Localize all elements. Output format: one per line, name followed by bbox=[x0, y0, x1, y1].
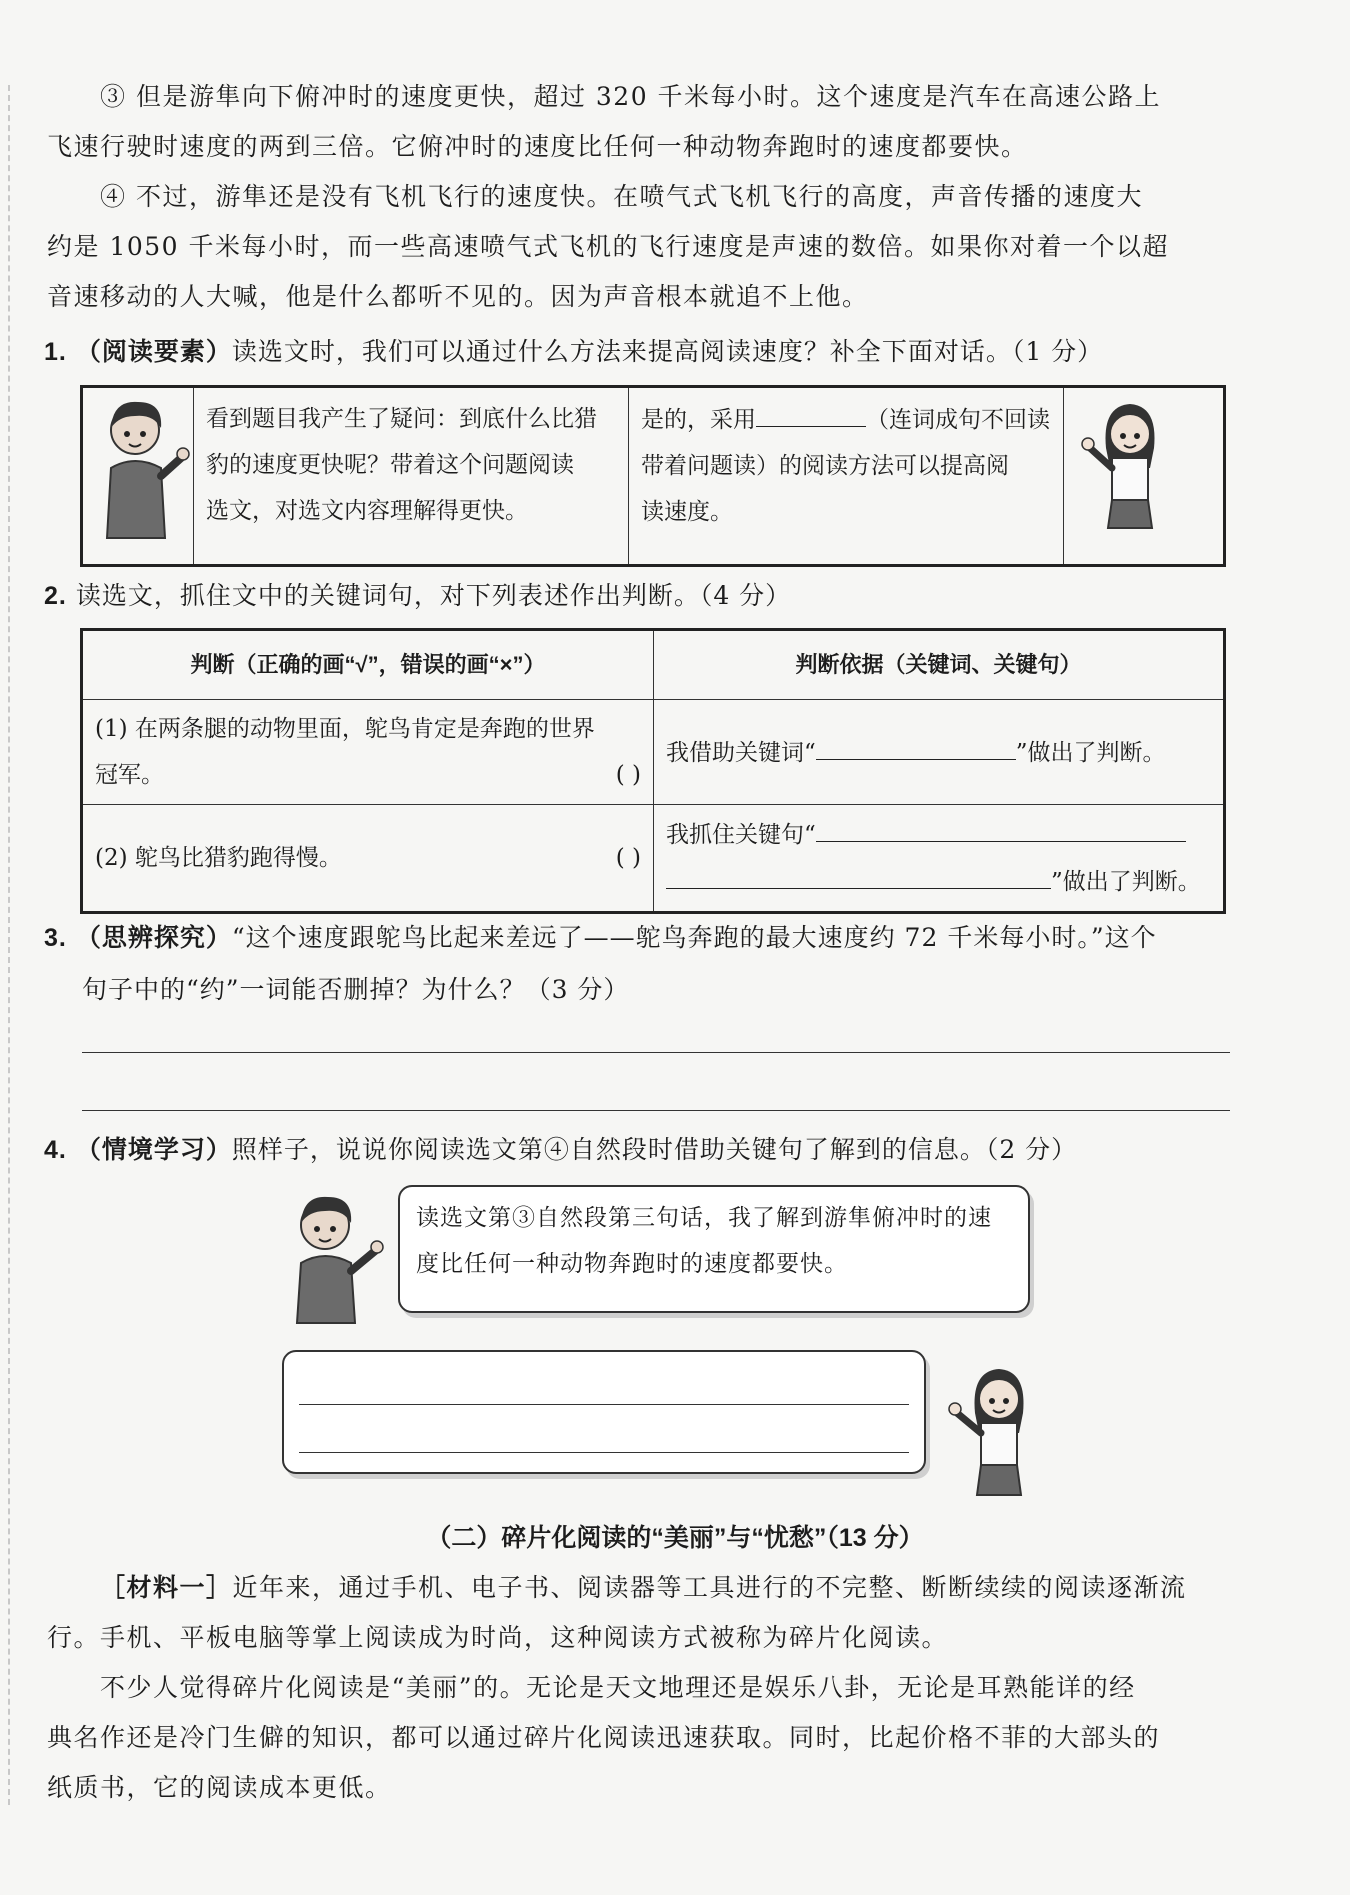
q4-example-line-1: 读选文第③自然段第三句话，我了解到游隼俯冲时的速 bbox=[416, 1205, 992, 1231]
girl-speech-cell bbox=[629, 387, 1064, 566]
q2-row2-sentence-blank-1[interactable] bbox=[816, 811, 1186, 842]
q1-number: 1. bbox=[44, 338, 67, 366]
q2-row2-left bbox=[82, 805, 654, 913]
passage-p4-line1: ④ 不过，游隼还是没有飞机飞行的速度快。在喷气式飞机飞行的高度，声音传播的速度大 bbox=[100, 182, 1143, 211]
passage-p3-line1: ③ 但是游隼向下俯冲时的速度更快，超过 320 千米每小时。这个速度是汽车在高速公路上 bbox=[100, 82, 1162, 111]
q2-judgment-table bbox=[80, 628, 1226, 914]
girl-figure-icon bbox=[1064, 388, 1189, 548]
material-1-line-1 bbox=[100, 1563, 1187, 1613]
material-2-line-1: 不少人觉得碎片化阅读是“美丽”的。无论是天文地理还是娱乐八卦，无论是耳熟能详的经 bbox=[100, 1673, 1136, 1702]
section-2-title: （二）碎片化阅读的“美丽”与“忧愁”（13 分） bbox=[426, 1524, 924, 1552]
q2-row2-basis-suffix: ”做出了判断。 bbox=[1051, 869, 1201, 895]
q4-tag: （情境学习） bbox=[75, 1135, 232, 1164]
material-2-line-3: 纸质书，它的阅读成本更低。 bbox=[47, 1773, 392, 1802]
girl-line-3: 读速度。 bbox=[641, 499, 733, 525]
question-4 bbox=[44, 1130, 1077, 1170]
q2-row1-text-1: (1) 在两条腿的动物里面，鸵鸟肯定是奔跑的世界 bbox=[95, 716, 595, 742]
q4-girl bbox=[935, 1355, 1055, 1509]
q4-text: 照样子，说说你阅读选文第④自然段时借助关键句了解到的信息。（2 分） bbox=[231, 1135, 1078, 1164]
passage-p4-line2: 约是 1050 千米每小时，而一些高速喷气式飞机的飞行速度是声速的数倍。如果你对着一个以超 bbox=[47, 232, 1170, 261]
material-1-text-1: 近年来，通过手机、电子书、阅读器等工具进行的不完整、断断续续的阅读逐渐流 bbox=[232, 1573, 1187, 1602]
q3-line-1: “这个速度跟鸵鸟比起来差远了——鸵鸟奔跑的最大速度约 72 千米每小时。”这个 bbox=[231, 923, 1157, 952]
q4-answer-line-2[interactable] bbox=[299, 1452, 909, 1453]
q1-text: 读选文时，我们可以通过什么方法来提高阅读速度？补全下面对话。（1 分） bbox=[231, 337, 1104, 366]
girl-figure-icon bbox=[935, 1355, 1055, 1505]
boy-line-1: 看到题目我产生了疑问：到底什么比猎 bbox=[206, 406, 597, 432]
boy-line-3: 选文，对选文内容理解得更快。 bbox=[206, 498, 528, 524]
q4-answer-line-1[interactable] bbox=[299, 1404, 909, 1405]
q2-row1-text-2: 冠军。 bbox=[95, 762, 164, 788]
material-1-line-2: 行。手机、平板电脑等掌上阅读成为时尚，这种阅读方式被称为碎片化阅读。 bbox=[47, 1623, 949, 1652]
boy-figure-icon bbox=[275, 1185, 395, 1325]
q3-line-2: 句子中的“约”一词能否删掉？为什么？（3 分） bbox=[82, 975, 630, 1004]
q2-row1-left bbox=[82, 700, 654, 805]
question-2 bbox=[44, 576, 791, 616]
boy-speech-cell bbox=[194, 387, 629, 566]
q2-row2-answer-paren[interactable]: ( ) bbox=[615, 845, 641, 871]
girl-line-2: 带着问题读）的阅读方法可以提高阅 bbox=[641, 453, 1009, 479]
girl-line-1b: （连词成句不回读 bbox=[866, 407, 1050, 433]
passage-p4-line3: 音速移动的人大喊，他是什么都听不见的。因为声音根本就追不上他。 bbox=[47, 282, 869, 311]
boy-line-2: 豹的速度更快呢？带着这个问题阅读 bbox=[206, 452, 574, 478]
q2-row1-answer-paren[interactable]: ( ) bbox=[615, 762, 641, 788]
q2-row2-sentence-blank-2[interactable] bbox=[666, 858, 1051, 889]
q2-number: 2. bbox=[44, 582, 67, 610]
girl-line-1a: 是的，采用 bbox=[641, 407, 756, 433]
question-3 bbox=[44, 918, 1157, 958]
passage-p3-line2: 飞速行驶时速度的两到三倍。它俯冲时的速度比任何一种动物奔跑时的速度都要快。 bbox=[47, 132, 1028, 161]
q1-answer-blank[interactable] bbox=[756, 396, 866, 427]
q3-answer-line-1[interactable] bbox=[82, 1052, 1230, 1053]
boy-figure-icon bbox=[83, 388, 193, 548]
q4-boy bbox=[275, 1185, 395, 1329]
q4-example-bubble bbox=[398, 1185, 1030, 1313]
material-2-line-2: 典名作还是冷门生僻的知识，都可以通过碎片化阅读迅速获取。同时，比起价格不菲的大部头的 bbox=[47, 1723, 1161, 1752]
q3-answer-line-2[interactable] bbox=[82, 1110, 1230, 1111]
q4-example-line-2: 度比任何一种动物奔跑时的速度都要快。 bbox=[416, 1251, 848, 1277]
q2-row1-keyword-blank[interactable] bbox=[816, 729, 1016, 760]
girl-cell bbox=[1064, 387, 1225, 566]
q4-answer-bubble[interactable] bbox=[282, 1350, 926, 1474]
question-1 bbox=[44, 332, 1103, 372]
q2-row1-basis-prefix: 我借助关键词“ bbox=[666, 739, 816, 766]
q2-row2-basis-prefix: 我抓住关键句“ bbox=[666, 822, 816, 848]
q2-row2-right bbox=[654, 805, 1225, 913]
q2-row2-text: (2) 鸵鸟比猎豹跑得慢。 bbox=[95, 845, 342, 871]
q2-text: 读选文，抓住文中的关键词句，对下列表述作出判断。（4 分） bbox=[75, 581, 792, 610]
q2-header-left: 判断（正确的画“√”，错误的画“×”） bbox=[82, 630, 654, 700]
boy-cell bbox=[82, 387, 194, 566]
q2-row1-right bbox=[654, 700, 1225, 805]
q1-tag: （阅读要素） bbox=[75, 337, 232, 366]
q1-dialogue-table bbox=[80, 385, 1226, 567]
q4-number: 4. bbox=[44, 1136, 67, 1164]
q2-row1-basis-suffix: ”做出了判断。 bbox=[1015, 739, 1166, 766]
q2-header-right: 判断依据（关键词、关键句） bbox=[654, 630, 1225, 700]
material-1-label: ［材料一］ bbox=[100, 1574, 233, 1602]
q3-number: 3. bbox=[44, 924, 67, 952]
q3-tag: （思辨探究） bbox=[75, 923, 232, 952]
